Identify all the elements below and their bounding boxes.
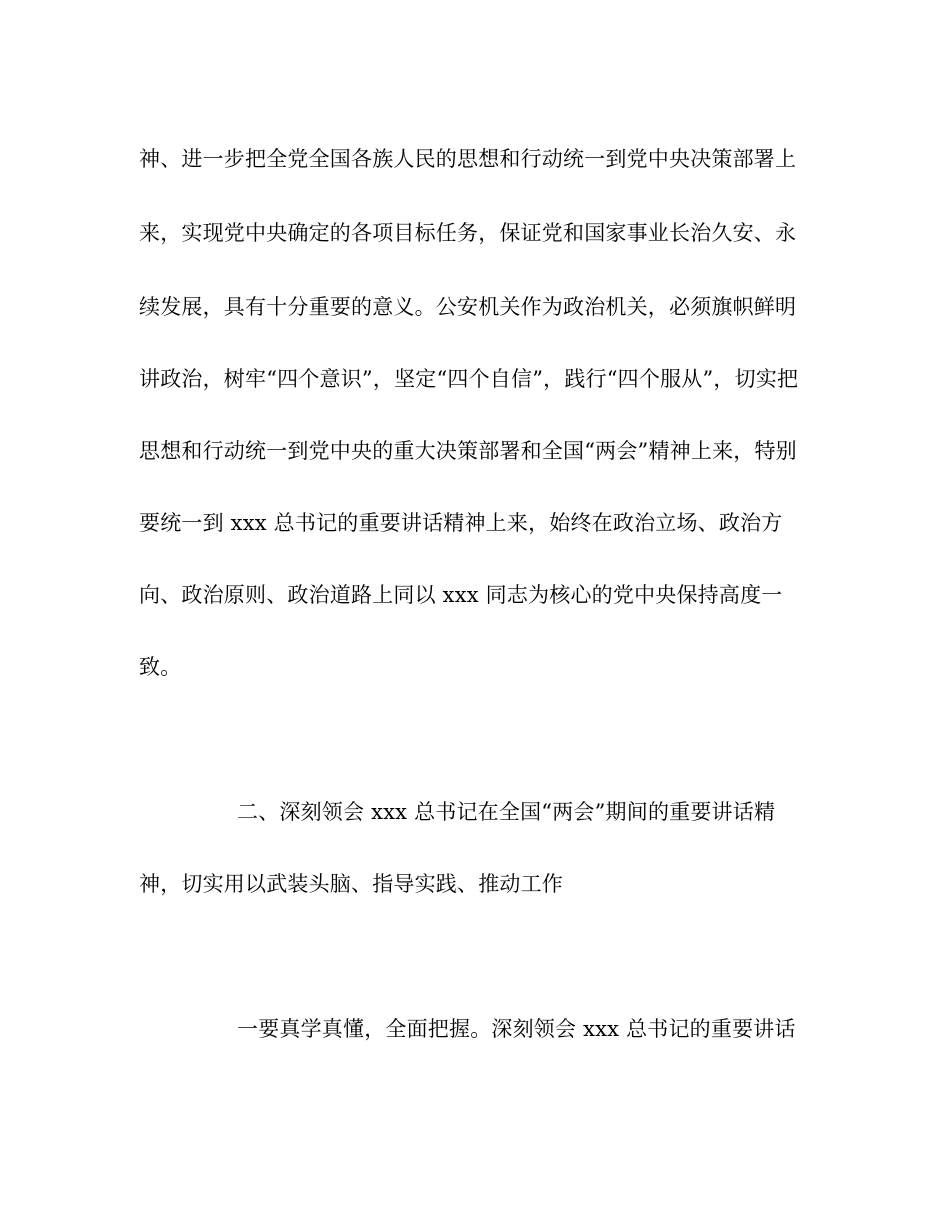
paragraph-line: 续发展，具有十分重要的意义。公安机关作为政治机关，必须旗帜鲜明 [139, 295, 797, 319]
paragraph-line: 思想和行动统一到党中央的重大决策部署和全国“两会”精神上来，特别 [139, 439, 797, 463]
paragraph-line: 一要真学真懂，全面把握。深刻领会 xxx 总书记的重要讲话 [237, 1017, 796, 1041]
section-heading-line: 二、深刻领会 xxx 总书记在全国“两会”期间的重要讲话精 [237, 800, 776, 824]
paragraph-line: 讲政治，树牢“四个意识”，坚定“四个自信”，践行“四个服从”，切实把 [139, 367, 799, 391]
paragraph-line: 要统一到 xxx 总书记的重要讲话精神上来，始终在政治立场、政治方 [139, 511, 783, 535]
paragraph-line: 致。 [139, 655, 182, 679]
paragraph-line: 向、政治原则、政治道路上同以 xxx 同志为核心的党中央保持高度一 [139, 583, 783, 607]
section-heading-line: 神，切实用以武装头脑、指导实践、推动工作 [139, 872, 563, 896]
paragraph-line: 来，实现党中央确定的各项目标任务，保证党和国家事业长治久安、永 [139, 221, 797, 245]
paragraph-line: 神、进一步把全党全国各族人民的思想和行动统一到党中央决策部署上 [139, 147, 797, 171]
